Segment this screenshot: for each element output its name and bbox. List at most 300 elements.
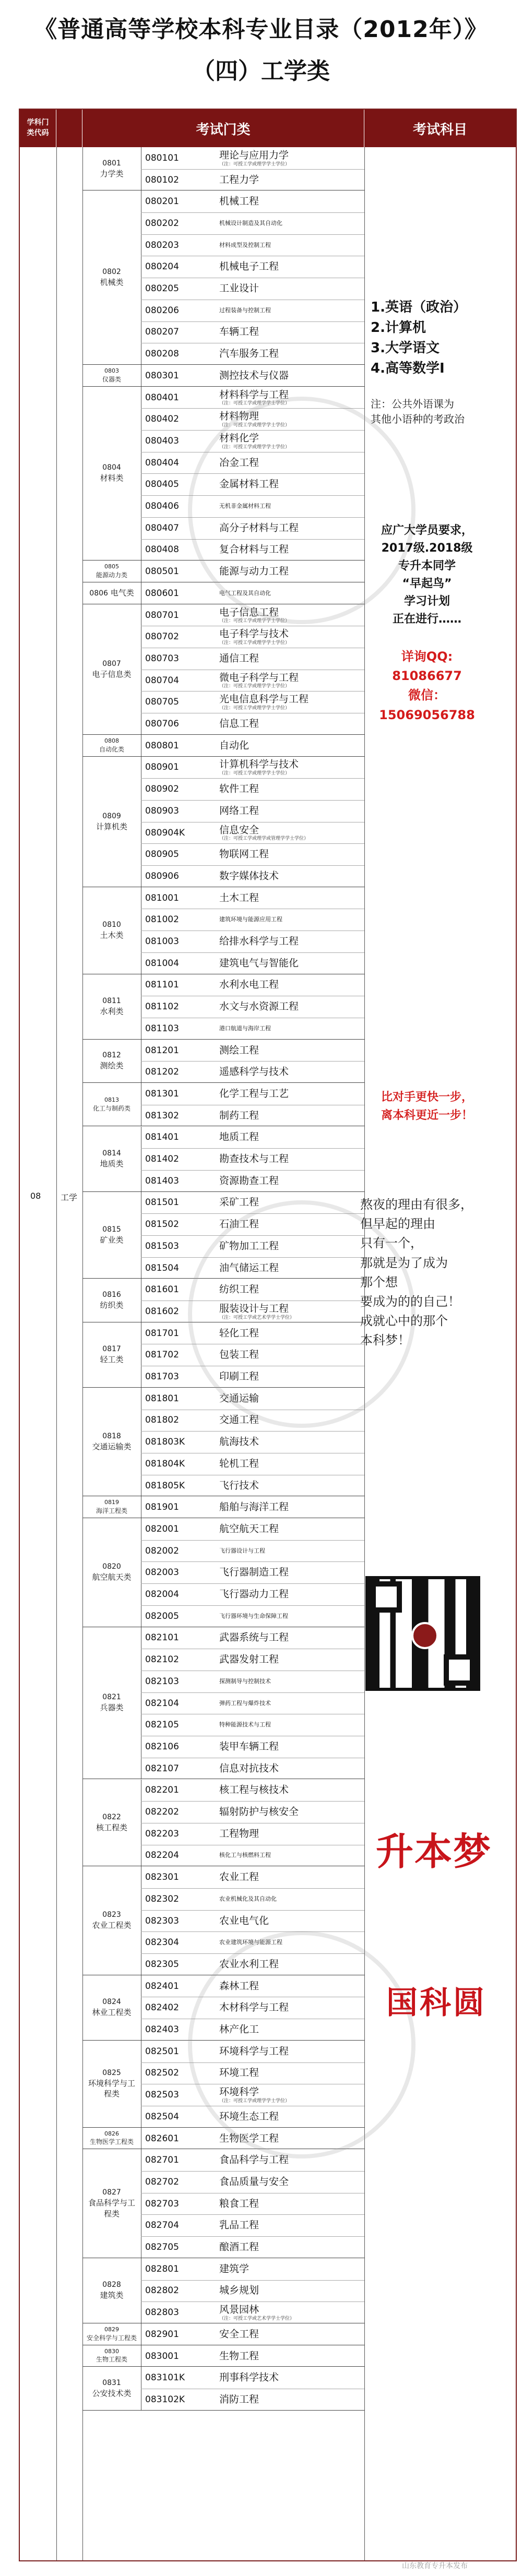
category-name-cell — [82, 2149, 141, 2258]
major-list — [141, 1627, 364, 1779]
category-code: 0806 — [89, 589, 108, 598]
category-group — [82, 1040, 364, 1083]
major-row — [141, 1475, 364, 1497]
major-row — [141, 1649, 364, 1671]
page-title: 《普通高等学校本科专业目录（2012年）》 — [34, 16, 488, 43]
major-row — [141, 1931, 364, 1954]
major-list — [141, 2367, 364, 2410]
major-name: 纺织工程 — [219, 1283, 259, 1295]
category-name-cell — [82, 1127, 141, 1191]
major-name: 地质工程 — [219, 1131, 259, 1143]
major-code: 081402 — [145, 1154, 179, 1165]
major-code: 083001 — [145, 2351, 179, 2362]
major-code: 081102 — [145, 1001, 179, 1012]
major-row — [141, 1714, 364, 1736]
category-group — [82, 1279, 364, 1322]
major-code: 081001 — [145, 892, 179, 903]
category-name: 力学类 — [100, 169, 124, 178]
category-name-cell — [82, 1322, 141, 1387]
major-name: 港口航道与海岸工程 — [219, 1024, 271, 1032]
major-degree-note: （注：可授工学或理学学士学位） — [219, 161, 290, 167]
major-name: 金属材料工程 — [219, 478, 279, 490]
major-name: 森林工程 — [219, 1980, 259, 1992]
major-row — [141, 1410, 364, 1432]
category-code: 0817 — [102, 1345, 121, 1354]
major-code: 082201 — [145, 1785, 179, 1796]
exam-subject-item: 4.高等数学I — [371, 361, 445, 376]
major-row — [141, 1910, 364, 1933]
major-name: 弹药工程与爆炸技术 — [219, 1699, 271, 1707]
major-degree-note: （注：可授工学或艺术学学士学位） — [219, 2316, 295, 2321]
major-row — [141, 408, 364, 431]
major-list — [141, 1083, 364, 1126]
major-row — [141, 1018, 364, 1040]
category-name: 环境科学与工程类 — [88, 2078, 135, 2099]
major-row — [141, 670, 364, 692]
major-degree-note: （注：可授工学或理学学士学位） — [219, 618, 290, 624]
major-row — [141, 1453, 364, 1475]
major-name: 环境生态工程 — [219, 2110, 279, 2122]
major-degree-note: （注：可授工学或理学学士学位） — [219, 771, 290, 777]
major-degree-note: （注：可授工学或理学学士学位） — [219, 2098, 290, 2104]
header-discipline-name — [56, 110, 82, 147]
major-row — [141, 2019, 364, 2041]
major-code: 081501 — [145, 1197, 179, 1208]
category-group — [82, 365, 364, 387]
major-row — [141, 560, 364, 582]
major-code: 081403 — [145, 1175, 179, 1186]
major-code: 081004 — [145, 958, 179, 969]
category-group — [82, 1127, 364, 1192]
major-row — [141, 343, 364, 365]
column-divider — [364, 147, 365, 2560]
major-code: 080402 — [145, 414, 179, 425]
category-group — [82, 1975, 364, 2041]
major-name: 信息对抗技术 — [219, 1762, 279, 1774]
major-code: 082004 — [145, 1589, 179, 1600]
major-code: 080407 — [145, 522, 179, 533]
major-code: 080706 — [145, 719, 179, 730]
major-name: 过程装备与控制工程 — [219, 306, 271, 314]
major-code: 082203 — [145, 1828, 179, 1839]
motivation-text: 熬夜的理由有很多， 但早起的理由 只有一个， 那就是为了成为 那个想 要成为的的自己！ 成就心中的那个 本科梦！ — [360, 1197, 473, 1348]
major-row — [141, 2323, 364, 2345]
major-name: 信息安全 — [219, 824, 259, 836]
category-name: 材料类 — [100, 473, 124, 483]
major-code: 081003 — [145, 936, 179, 947]
major-list — [141, 190, 364, 364]
category-name: 自动化类 — [99, 745, 124, 753]
major-name: 微电子科学与工程 — [219, 672, 299, 684]
major-list — [141, 735, 364, 756]
major-row — [141, 473, 364, 496]
category-code: 0819 — [104, 1499, 119, 1506]
header-discipline-line1: 学科门 — [27, 118, 49, 127]
major-row — [141, 256, 364, 278]
major-degree-note: （注：可授工学或理学学士学位） — [219, 423, 290, 428]
major-list — [141, 560, 364, 582]
major-row — [141, 2236, 364, 2258]
major-row — [141, 234, 364, 257]
category-code: 0802 — [102, 268, 121, 277]
category-code: 0829 — [104, 2325, 119, 2333]
major-code: 082702 — [145, 2176, 179, 2187]
major-name: 探测制导与控制技术 — [219, 1677, 271, 1685]
major-row — [141, 1279, 364, 1301]
brand-line-2: 国科圆 — [386, 1985, 487, 2021]
major-name: 高分子材料与工程 — [219, 522, 299, 534]
major-code: 080203 — [145, 240, 179, 251]
major-row — [141, 1496, 364, 1518]
major-name: 车辆工程 — [219, 326, 259, 338]
major-code: 080204 — [145, 261, 179, 272]
contact-info: 详询QQ: 81086677 微信： 15069056788 — [379, 649, 475, 722]
major-row — [141, 887, 364, 910]
major-row — [141, 539, 364, 561]
major-code: 081802 — [145, 1415, 179, 1426]
major-degree-note: （注：可授工学或理学学士学位） — [219, 706, 290, 711]
category-code: 0826 — [104, 2130, 119, 2137]
major-row — [141, 1671, 364, 1693]
major-name: 工业设计 — [219, 282, 259, 294]
category-name-cell — [82, 2345, 141, 2367]
category-name-cell — [82, 1975, 141, 2040]
major-name: 采矿工程 — [219, 1196, 259, 1208]
category-name-cell — [82, 757, 141, 887]
major-name: 装甲车辆工程 — [219, 1740, 279, 1752]
major-code: 082001 — [145, 1523, 179, 1534]
major-name: 消防工程 — [219, 2393, 259, 2405]
exam-subject-list — [371, 297, 467, 379]
major-code: 082403 — [145, 2024, 179, 2035]
category-name-cell — [82, 1083, 141, 1126]
major-code: 082705 — [145, 2242, 179, 2253]
major-name: 航海技术 — [219, 1436, 259, 1448]
major-name: 风景园林 — [219, 2304, 259, 2316]
category-group — [82, 1627, 364, 1780]
category-group — [82, 2128, 364, 2150]
major-name: 乳品工程 — [219, 2219, 259, 2231]
category-code: 0827 — [102, 2188, 121, 2197]
category-group — [82, 2149, 364, 2258]
major-row — [141, 190, 364, 213]
category-code: 0828 — [102, 2281, 121, 2289]
major-code: 080408 — [145, 544, 179, 555]
major-list — [141, 974, 364, 1039]
category-name: 地质类 — [100, 1159, 124, 1168]
major-code: 080206 — [145, 305, 179, 316]
major-list — [141, 604, 364, 734]
major-row — [141, 1040, 364, 1062]
major-row — [141, 2128, 364, 2150]
major-code: 082104 — [145, 1698, 179, 1709]
category-code: 0823 — [102, 1911, 121, 1919]
major-code: 082503 — [145, 2090, 179, 2101]
major-code: 080903 — [145, 805, 179, 816]
category-name-cell — [82, 147, 141, 190]
major-code: 081101 — [145, 980, 179, 991]
category-code: 0808 — [104, 737, 119, 744]
category-name: 航空航天类 — [92, 1572, 132, 1582]
major-code: 081803K — [145, 1437, 185, 1448]
major-name: 能源与动力工程 — [219, 565, 289, 577]
major-row — [141, 1736, 364, 1758]
major-name: 生物工程 — [219, 2350, 259, 2362]
category-name-cell — [82, 1866, 141, 1975]
major-list — [141, 147, 364, 190]
major-name: 生物医学工程 — [219, 2132, 279, 2144]
major-code: 083102K — [145, 2394, 185, 2405]
category-name-cell — [82, 604, 141, 734]
major-code: 080403 — [145, 435, 179, 446]
category-name: 建筑类 — [100, 2291, 124, 2300]
qr-code-image — [365, 1576, 480, 1691]
major-code: 082101 — [145, 1632, 179, 1643]
major-code: 081801 — [145, 1393, 179, 1404]
major-name: 农业电气化 — [219, 1915, 269, 1927]
category-code: 0807 — [102, 659, 121, 668]
major-list — [141, 1866, 364, 1975]
major-code: 080601 — [145, 588, 179, 599]
major-code: 080404 — [145, 457, 179, 468]
major-code: 081201 — [145, 1045, 179, 1056]
category-group — [82, 1496, 364, 1518]
major-row — [141, 800, 364, 822]
major-code: 080905 — [145, 849, 179, 860]
major-name: 材料科学与工程 — [219, 389, 289, 401]
category-name: 安全科学与工程类 — [87, 2334, 137, 2342]
major-code: 080801 — [145, 740, 179, 751]
major-list — [141, 1388, 364, 1496]
major-list — [141, 2345, 364, 2367]
major-row — [141, 691, 364, 713]
category-name-cell — [82, 1388, 141, 1496]
exam-note: 注：公共外语课为 其他小语种的考政治 — [371, 398, 465, 425]
major-name: 测控技术与仪器 — [219, 369, 289, 381]
category-name-cell — [82, 974, 141, 1039]
category-name: 食品科学与工程类 — [88, 2198, 135, 2219]
major-name: 特种能源技术与工程 — [219, 1721, 271, 1728]
major-name: 水文与水资源工程 — [219, 1000, 299, 1012]
major-name: 测绘工程 — [219, 1044, 259, 1056]
major-row — [141, 495, 364, 518]
major-name: 航空航天工程 — [219, 1523, 279, 1535]
major-code: 082102 — [145, 1654, 179, 1665]
major-name: 环境科学 — [219, 2086, 259, 2098]
category-code: 0804 — [102, 463, 121, 472]
major-code: 081703 — [145, 1372, 179, 1382]
major-row — [141, 1758, 364, 1780]
major-row — [141, 2389, 364, 2411]
major-code: 080401 — [145, 392, 179, 403]
major-name: 机械工程 — [219, 195, 259, 207]
major-name: 信息工程 — [219, 718, 259, 730]
major-row — [141, 1692, 364, 1715]
category-name: 生物工程类 — [96, 2356, 127, 2364]
major-row — [141, 2084, 364, 2106]
category-code: 0812 — [102, 1051, 121, 1060]
category-name: 轻工类 — [100, 1355, 124, 1365]
major-name: 武器系统与工程 — [219, 1631, 289, 1643]
major-row — [141, 1366, 364, 1388]
category-code: 0820 — [102, 1563, 121, 1571]
major-name: 飞行器制造工程 — [219, 1566, 289, 1578]
major-name: 材料物理 — [219, 410, 259, 422]
category-name: 农业工程类 — [92, 1921, 132, 1930]
category-name-cell — [82, 2323, 141, 2345]
major-code: 082601 — [145, 2133, 179, 2144]
major-code: 082002 — [145, 1545, 179, 1556]
major-name: 油气储运工程 — [219, 1262, 279, 1274]
major-code: 080702 — [145, 631, 179, 642]
category-group — [82, 735, 364, 757]
major-list — [141, 2128, 364, 2149]
major-list — [141, 1518, 364, 1627]
category-name-cell — [82, 1780, 141, 1866]
category-name: 化工与制药类 — [92, 1104, 130, 1112]
major-list — [141, 2041, 364, 2127]
major-row — [141, 952, 364, 974]
major-name: 辐射防护与核安全 — [219, 1806, 299, 1818]
major-list — [141, 365, 364, 386]
major-row — [141, 1170, 364, 1192]
category-group — [82, 190, 364, 365]
category-name: 林业工程类 — [92, 2008, 132, 2018]
major-row — [141, 2301, 364, 2323]
major-row — [141, 1975, 364, 1998]
major-degree-note: （注：可授工学或理学学士学位） — [219, 640, 290, 646]
major-name: 工程力学 — [219, 174, 259, 186]
major-code: 080205 — [145, 283, 179, 294]
major-degree-note: （注：可授工学或理学或管理学学士学位） — [219, 836, 309, 842]
category-code: 0810 — [102, 921, 121, 929]
major-name: 自动化 — [219, 740, 250, 752]
brand-line-1: 升本梦 — [376, 1830, 492, 1874]
major-row — [141, 1953, 364, 1975]
footer-credit: 山东教育专升本发布 — [402, 2562, 468, 2570]
category-name: 土木类 — [100, 931, 124, 940]
major-degree-note: （注：可授工学或理学学士学位） — [219, 684, 290, 689]
category-code: 0822 — [102, 1812, 121, 1821]
major-name: 计算机科学与技术 — [219, 758, 299, 770]
qr-logo — [411, 1622, 438, 1649]
major-code: 081804K — [145, 1458, 185, 1469]
major-name: 材料化学 — [219, 432, 259, 444]
major-code: 082204 — [145, 1850, 179, 1861]
major-code: 081103 — [145, 1023, 179, 1034]
major-name: 环境科学与工程 — [219, 2045, 289, 2057]
category-name-cell — [82, 2041, 141, 2127]
major-code: 080703 — [145, 653, 179, 664]
major-row — [141, 1627, 364, 1650]
major-code: 083101K — [145, 2372, 185, 2383]
major-code: 081502 — [145, 1219, 179, 1230]
major-code: 082704 — [145, 2220, 179, 2231]
discipline-name-cell: 工学 — [61, 1192, 78, 1202]
category-group — [82, 887, 364, 974]
major-row — [141, 757, 364, 779]
major-name: 粮食工程 — [219, 2198, 259, 2210]
major-row — [141, 1823, 364, 1845]
exam-subject-item: 3.大学语文 — [371, 340, 440, 356]
major-row — [141, 278, 364, 300]
major-row — [141, 1235, 364, 1258]
major-name: 飞行技术 — [219, 1480, 259, 1492]
major-row — [141, 1344, 364, 1366]
major-row — [141, 974, 364, 997]
discipline-code-cell: 08 — [30, 1191, 41, 1201]
major-name: 勘查技术与工程 — [219, 1153, 289, 1165]
major-name: 农业建筑环境与能源工程 — [219, 1939, 282, 1946]
category-name-cell — [82, 190, 141, 364]
major-list — [141, 2149, 364, 2258]
major-row — [141, 212, 364, 235]
major-name: 物联网工程 — [219, 848, 269, 860]
category-group — [82, 757, 364, 887]
major-name: 制药工程 — [219, 1110, 259, 1122]
major-list — [141, 1322, 364, 1387]
category-group — [82, 1083, 364, 1126]
major-name: 交通运输 — [219, 1392, 259, 1404]
major-code: 080102 — [145, 174, 179, 185]
major-name: 遥感科学与技术 — [219, 1066, 289, 1078]
major-code: 082402 — [145, 2002, 179, 2013]
category-code: 0815 — [102, 1225, 121, 1234]
major-row — [141, 1192, 364, 1214]
major-name: 土木工程 — [219, 892, 259, 904]
major-code: 080202 — [145, 218, 179, 229]
major-code: 080208 — [145, 349, 179, 360]
major-code: 081602 — [145, 1306, 179, 1317]
major-code: 082901 — [145, 2329, 179, 2340]
major-row — [141, 300, 364, 322]
category-group — [82, 560, 364, 582]
major-name: 农业工程 — [219, 1871, 259, 1883]
category-group — [82, 1388, 364, 1497]
major-code: 080904K — [145, 827, 185, 838]
header-discipline-line2: 类代码 — [27, 129, 49, 137]
exam-subject-item: 1.英语（政治） — [371, 300, 467, 315]
major-row — [141, 1540, 364, 1563]
major-name: 电子信息工程 — [219, 606, 279, 618]
category-code: 0801 — [102, 159, 121, 168]
category-name: 电气类 — [110, 588, 134, 598]
category-code: 0811 — [102, 997, 121, 1006]
major-code: 080301 — [145, 370, 179, 381]
category-name: 公安技术类 — [92, 2388, 132, 2398]
category-group — [82, 604, 364, 735]
category-code: 0814 — [102, 1149, 121, 1158]
major-code: 080701 — [145, 610, 179, 621]
category-name-cell — [82, 2258, 141, 2323]
major-name: 软件工程 — [219, 783, 259, 795]
category-name-cell — [82, 887, 141, 974]
major-name: 网络工程 — [219, 805, 259, 817]
major-code: 080906 — [145, 870, 179, 881]
category-name: 核工程类 — [96, 1822, 127, 1832]
major-row — [141, 1213, 364, 1236]
major-row — [141, 1605, 364, 1627]
major-code: 080405 — [145, 479, 179, 490]
major-row — [141, 2171, 364, 2193]
major-list — [141, 1496, 364, 1518]
major-name: 环境工程 — [219, 2067, 259, 2079]
category-name: 矿业类 — [100, 1235, 124, 1245]
major-row — [141, 2193, 364, 2215]
major-name: 工程物理 — [219, 1828, 259, 1840]
major-code: 081805K — [145, 1480, 185, 1491]
major-code: 081601 — [145, 1284, 179, 1295]
